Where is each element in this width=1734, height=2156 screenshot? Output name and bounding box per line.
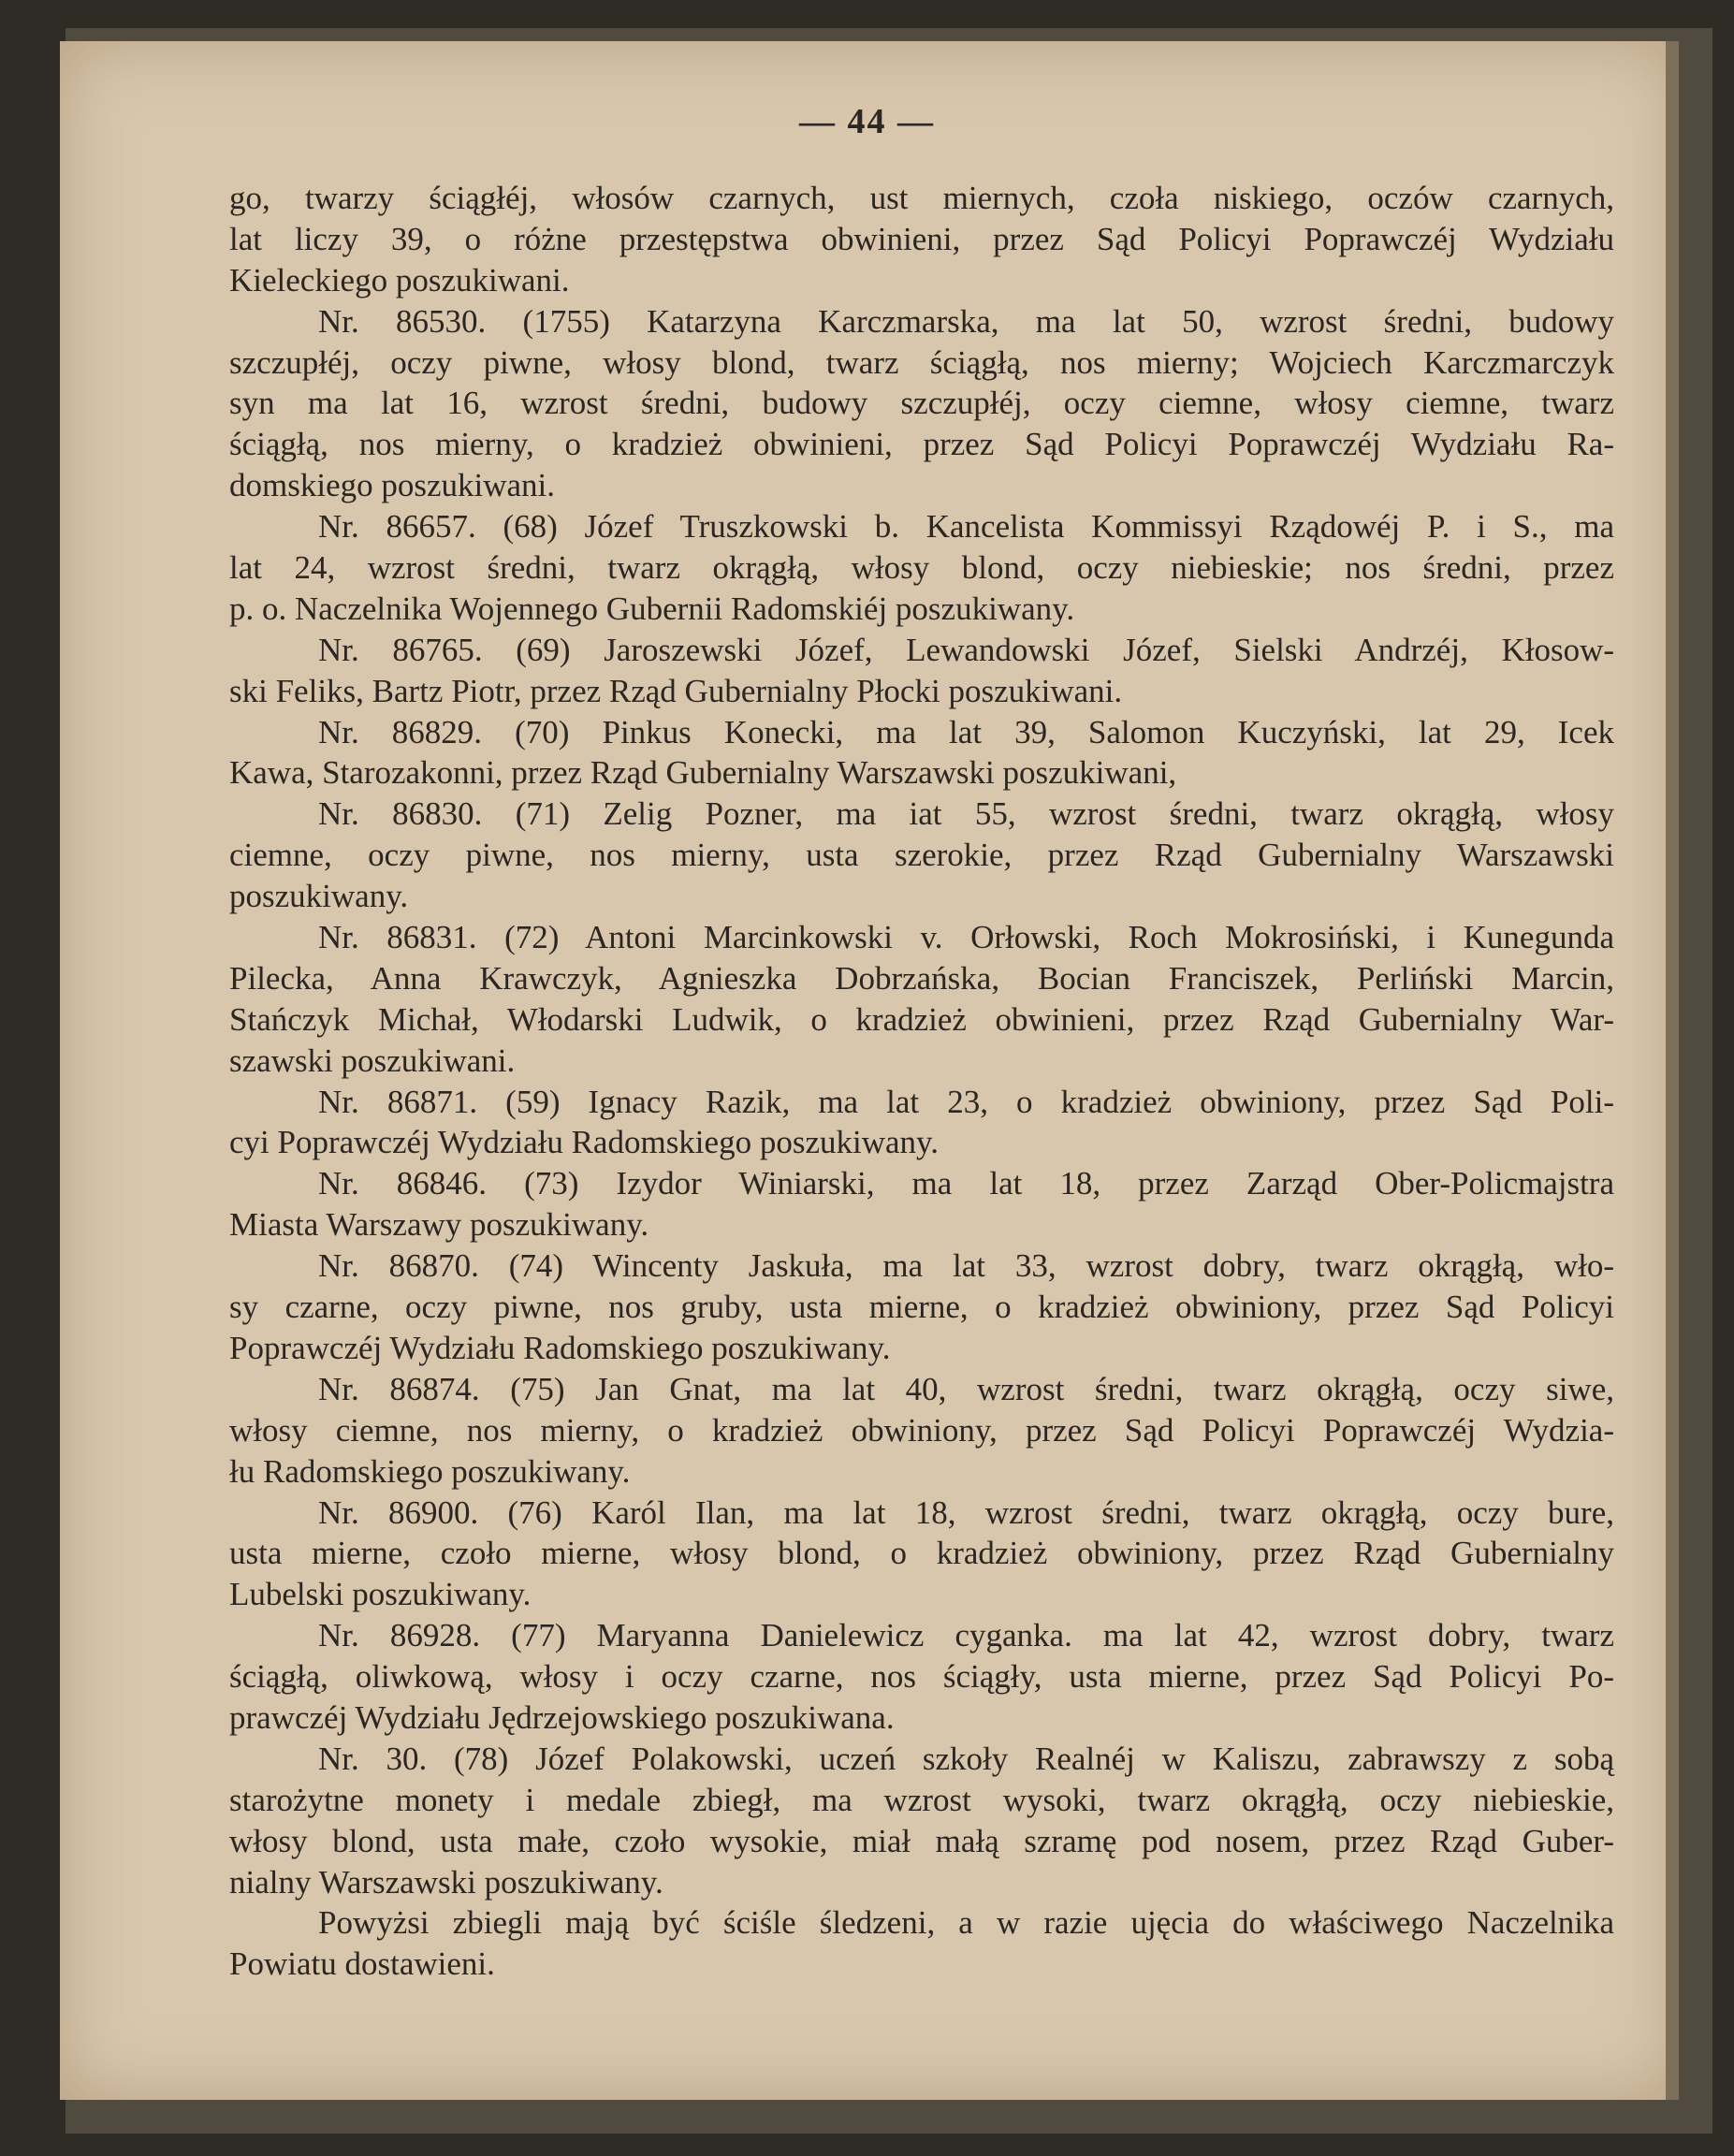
text-line: włosy blond, usta małe, czoło wysokie, miał małą szramę pod nosem, przez Rząd Guber- <box>229 1822 1614 1859</box>
text-line: syn ma lat 16, wzrost średni, budowy szczupłéj, oczy ciemne, włosy ciemne, twarz <box>229 385 1614 422</box>
text-line: poszukiwany. <box>229 878 409 915</box>
text-line: ski Feliks, Bartz Piotr, przez Rząd Gubernialny Płocki poszukiwani. <box>229 672 1123 709</box>
closing-paragraph: Powyżsi zbiegli mają być ściśle śledzeni, a w razie ujęcia do właściwego Naczelnika <box>318 1904 1614 1942</box>
text-line: Kawa, Starozakonni, przez Rząd Gubernialny Warszawski poszukiwani, <box>229 754 1177 792</box>
text-line: lat liczy 39, o różne przestępstwa obwinieni, przez Sąd Policyi Poprawczéj Wydziału <box>229 220 1614 257</box>
entry-first-line: Nr. 86831. (72) Antoni Marcinkowski v. Orłowski, Roch Mokrosiński, i Kunegunda <box>318 919 1614 956</box>
text-line: ciemne, oczy piwne, nos mierny, usta szerokie, przez Rząd Gubernialny Warszawski <box>229 837 1614 874</box>
text-line: szawski poszukiwani. <box>229 1042 516 1079</box>
text-line: lat 24, wzrost średni, twarz okrągłą, włosy blond, oczy niebieskie; nos średni, przez <box>229 549 1614 587</box>
entry-first-line: Nr. 86765. (69) Jaroszewski Józef, Lewandowski Józef, Sielski Andrzéj, Kłosow- <box>318 631 1614 668</box>
text-line: starożytne monety i medale zbiegł, ma wzrost wysoki, twarz okrągłą, oczy niebieskie, <box>229 1781 1614 1818</box>
text-line: Poprawczéj Wydziału Radomskiego poszukiwany. <box>229 1329 891 1366</box>
text-line: szczupłéj, oczy piwne, włosy blond, twarz ściągłą, nos mierny; Wojciech Karczmarczyk <box>229 343 1614 381</box>
text-line: Stańczyk Michał, Włodarski Ludwik, o kradzież obwinieni, przez Rząd Gubernialny War- <box>229 1000 1614 1038</box>
entry-first-line: Nr. 86830. (71) Zelig Pozner, ma iat 55, wzrost średni, twarz okrągłą, włosy <box>318 795 1614 833</box>
page-number: — 44 — <box>799 102 935 141</box>
page-text <box>229 178 1614 1985</box>
entry-first-line: Nr. 86829. (70) Pinkus Konecki, ma lat 39, Salomon Kuczyński, lat 29, Icek <box>318 713 1614 750</box>
text-line: Kieleckiego poszukiwani. <box>229 261 570 299</box>
entry-first-line: Nr. 86870. (74) Wincenty Jaskuła, ma lat 33, wzrost dobry, twarz okrągłą, wło- <box>318 1247 1614 1285</box>
entry-first-line: Nr. 30. (78) Józef Polakowski, uczeń szkoły Realnéj w Kaliszu, zabrawszy z sobą <box>318 1740 1614 1777</box>
entry-first-line: Nr. 86657. (68) Józef Truszkowski b. Kancelista Kommissyi Rządowéj P. i S., ma <box>318 508 1614 546</box>
entry-first-line: Nr. 86530. (1755) Katarzyna Karczmarska, ma lat 50, wzrost średni, budowy <box>318 302 1614 340</box>
text-line: go, twarzy ściągłéj, włosów czarnych, ust miernych, czoła niskiego, oczów czarnych, <box>229 180 1614 216</box>
text-line: p. o. Naczelnika Wojennego Gubernii Radomskiéj poszukiwany. <box>229 590 1075 627</box>
text-line: Miasta Warszawy poszukiwany. <box>229 1206 649 1244</box>
text-line: Lubelski poszukiwany. <box>229 1576 532 1613</box>
text-line: Pilecka, Anna Krawczyk, Agnieszka Dobrzańska, Bocian Franciszek, Perliński Marcin, <box>229 959 1614 997</box>
text-line: ściągłą, nos mierny, o kradzież obwinieni, przez Sąd Policyi Poprawczéj Wydziału Ra- <box>229 426 1614 463</box>
text-line: usta mierne, czoło mierne, włosy blond, o kradzież obwiniony, przez Rząd Gubernialny <box>229 1535 1614 1572</box>
text-line: łu Radomskiego poszukiwany. <box>229 1452 631 1490</box>
text-line: Powiatu dostawieni. <box>229 1945 495 1983</box>
text-line: sy czarne, oczy piwne, nos gruby, usta mierne, o kradzież obwiniony, przez Sąd Policyi <box>229 1289 1614 1326</box>
text-line: prawczéj Wydziału Jędrzejowskiego poszukiwana. <box>229 1698 895 1736</box>
entry-first-line: Nr. 86928. (77) Maryanna Danielewicz cyganka. ma lat 42, wzrost dobry, twarz <box>318 1617 1614 1654</box>
entry-first-line: Nr. 86874. (75) Jan Gnat, ma lat 40, wzrost średni, twarz okrągłą, oczy siwe, <box>318 1370 1614 1407</box>
text-line: włosy ciemne, nos mierny, o kradzież obwiniony, przez Sąd Policyi Poprawczéj Wydzia- <box>229 1411 1614 1449</box>
text-line: cyi Poprawczéj Wydziału Radomskiego poszukiwany. <box>229 1124 939 1161</box>
entry-first-line: Nr. 86871. (59) Ignacy Razik, ma lat 23, o kradzież obwiniony, przez Sąd Poli- <box>318 1083 1614 1120</box>
text-line: ściągłą, oliwkową, włosy i oczy czarne, nos ściągły, usta mierne, przez Sąd Policyi Po- <box>229 1658 1614 1696</box>
text-line: nialny Warszawski poszukiwany. <box>229 1863 663 1901</box>
entry-first-line: Nr. 86900. (76) Karól Ilan, ma lat 18, wzrost średni, twarz okrągłą, oczy bure, <box>318 1493 1614 1531</box>
entry-first-line: Nr. 86846. (73) Izydor Winiarski, ma lat 18, przez Zarząd Ober-Policmajstra <box>318 1165 1614 1202</box>
page-edge <box>1666 41 1679 2100</box>
text-line: domskiego poszukiwani. <box>229 467 556 504</box>
